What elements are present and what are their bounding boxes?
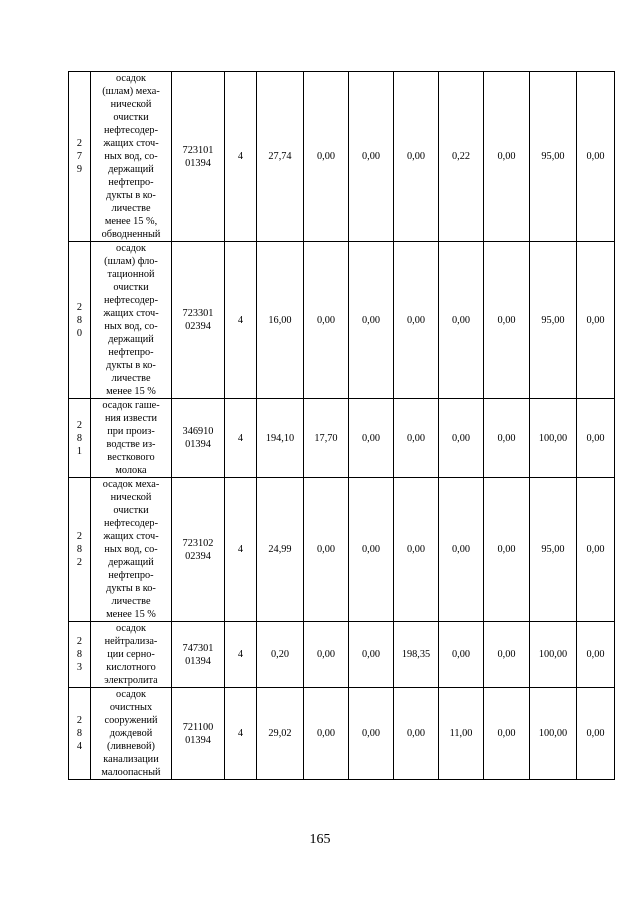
value-cell: 0,00	[304, 72, 349, 242]
waste-code-cell	[172, 399, 225, 478]
value-cell: 11,00	[439, 688, 484, 780]
waste-code-line: 01394	[185, 655, 211, 667]
row-number: 284	[76, 715, 83, 752]
value-cell: 0,00	[484, 242, 530, 399]
waste-name-cell	[91, 688, 172, 780]
waste-name-line: очистки	[113, 505, 149, 516]
value-cell: 29,02	[257, 688, 304, 780]
value-cell: 0,00	[349, 478, 394, 622]
value-cell: 27,74	[257, 72, 304, 242]
waste-name-line: весткового	[107, 452, 155, 463]
waste-name-line: сооружений	[104, 715, 158, 726]
row-number-cell	[69, 478, 91, 622]
waste-code-line: 01394	[185, 734, 211, 746]
waste-code-line: 02394	[185, 321, 211, 332]
table-row	[69, 399, 615, 478]
waste-name-line: жащих сточ-	[103, 531, 159, 542]
waste-name-cell	[91, 622, 172, 688]
waste-name-line: осадок	[115, 623, 147, 634]
table-row	[69, 242, 615, 399]
waste-name-line: обводненный	[101, 229, 161, 240]
value-cell: 0,00	[304, 478, 349, 622]
row-number: 281	[76, 419, 83, 457]
waste-name-line: кислотного	[106, 662, 156, 673]
waste-name-line: молока	[115, 465, 147, 476]
waste-code-line: 02394	[185, 550, 211, 562]
waste-name-line: ния извести	[104, 413, 158, 424]
value-cell: 0,00	[439, 478, 484, 622]
waste-code-line: 01394	[185, 439, 211, 450]
value-cell: 194,10	[257, 399, 304, 478]
value-cell: 100,00	[530, 688, 577, 780]
waste-name-line: дукты в ко-	[106, 583, 156, 594]
waste-name-line: малоопасный	[101, 767, 161, 778]
waste-name-line: нической	[110, 99, 152, 110]
row-number-cell	[69, 622, 91, 688]
waste-name-line: личестве	[111, 596, 151, 607]
waste-code-line: 723101	[182, 144, 214, 156]
waste-name-line: ных вод, со-	[104, 321, 158, 332]
waste-name-line: дождевой	[109, 728, 153, 739]
hazard-class-cell: 4	[225, 688, 257, 780]
hazard-class-cell: 4	[225, 399, 257, 478]
row-number: 282	[76, 531, 83, 568]
value-cell: 95,00	[530, 72, 577, 242]
waste-name-line: ных вод, со-	[104, 544, 158, 555]
row-number: 283	[76, 636, 83, 673]
row-number-cell	[69, 688, 91, 780]
waste-name-line: электролита	[104, 675, 158, 686]
value-cell: 0,00	[349, 72, 394, 242]
waste-name-line: (шлам) фло-	[104, 256, 158, 267]
waste-name-cell	[91, 242, 172, 399]
value-cell: 0,00	[349, 399, 394, 478]
waste-code-cell	[172, 478, 225, 622]
waste-name-line: нефтепро-	[108, 347, 154, 358]
waste-name-line: нефтепро-	[108, 177, 154, 188]
waste-name-line: осадок	[115, 689, 147, 700]
value-cell: 0,00	[304, 688, 349, 780]
waste-name-line: водстве из-	[106, 439, 156, 450]
waste-name-line: менее 15 %	[106, 609, 156, 620]
waste-name-line: осадок	[115, 73, 147, 84]
value-cell: 24,99	[257, 478, 304, 622]
waste-table	[68, 71, 615, 780]
waste-name-line: (ливневой)	[107, 741, 155, 752]
waste-name-line: личестве	[111, 373, 151, 384]
waste-code-line: 721100	[182, 721, 214, 733]
waste-code-cell	[172, 72, 225, 242]
waste-name-line: очистных	[109, 702, 153, 713]
row-number: 279	[76, 138, 83, 175]
waste-name-cell	[91, 72, 172, 242]
waste-code-line: 723102	[182, 537, 214, 549]
waste-name-line: менее 15 %,	[104, 216, 158, 227]
row-number-cell	[69, 72, 91, 242]
value-cell: 0,00	[394, 242, 439, 399]
waste-name-line: осадок гаше-	[102, 400, 160, 411]
value-cell: 17,70	[304, 399, 349, 478]
value-cell: 0,00	[394, 72, 439, 242]
waste-name-line: держащий	[108, 334, 154, 345]
value-cell: 0,00	[439, 622, 484, 688]
value-cell: 100,00	[530, 622, 577, 688]
waste-name-line: держащий	[108, 557, 154, 568]
value-cell: 0,00	[577, 242, 615, 399]
waste-name-line: очистки	[113, 112, 149, 123]
waste-name-line: дукты в ко-	[106, 190, 156, 201]
value-cell: 0,00	[349, 688, 394, 780]
table-row	[69, 622, 615, 688]
waste-name-cell	[91, 478, 172, 622]
value-cell: 0,00	[577, 688, 615, 780]
value-cell: 0,00	[484, 399, 530, 478]
waste-name-line: нефтесодер-	[103, 518, 158, 529]
value-cell: 0,00	[304, 242, 349, 399]
waste-name-line: личестве	[111, 203, 151, 214]
table-body	[69, 72, 615, 780]
value-cell: 0,00	[394, 478, 439, 622]
waste-code-cell	[172, 622, 225, 688]
row-number: 280	[76, 301, 83, 339]
waste-name-line: канализации	[103, 754, 159, 765]
value-cell: 0,00	[577, 622, 615, 688]
value-cell: 0,00	[484, 622, 530, 688]
value-cell: 0,00	[577, 72, 615, 242]
waste-name-line: жащих сточ-	[103, 308, 159, 319]
waste-code-line: 723301	[182, 308, 214, 319]
value-cell: 0,00	[349, 622, 394, 688]
value-cell: 100,00	[530, 399, 577, 478]
waste-name-line: нейтрализа-	[104, 636, 158, 647]
waste-name-line: тационной	[107, 269, 155, 280]
table-row	[69, 72, 615, 242]
value-cell: 0,00	[439, 242, 484, 399]
waste-name-line: менее 15 %	[106, 386, 156, 397]
table-row	[69, 478, 615, 622]
waste-name-line: при произ-	[107, 426, 155, 437]
waste-name-line: дукты в ко-	[106, 360, 156, 371]
waste-name-line: осадок	[115, 243, 147, 254]
value-cell: 198,35	[394, 622, 439, 688]
value-cell: 0,22	[439, 72, 484, 242]
waste-name-line: жащих сточ-	[103, 138, 159, 149]
value-cell: 0,00	[349, 242, 394, 399]
hazard-class-cell: 4	[225, 622, 257, 688]
row-number-cell	[69, 399, 91, 478]
waste-code-cell	[172, 688, 225, 780]
waste-name-line: нефтесодер-	[103, 295, 158, 306]
waste-name-line: (шлам) меха-	[102, 86, 160, 97]
value-cell: 0,00	[439, 399, 484, 478]
waste-code-line: 01394	[185, 157, 211, 169]
page-number: 165	[309, 832, 331, 847]
value-cell: 0,00	[577, 399, 615, 478]
hazard-class-cell: 4	[225, 242, 257, 399]
waste-name-line: нефтепро-	[108, 570, 154, 581]
value-cell: 0,00	[304, 622, 349, 688]
value-cell: 0,00	[394, 688, 439, 780]
waste-code-line: 747301	[182, 642, 214, 654]
hazard-class-cell: 4	[225, 72, 257, 242]
waste-name-line: очистки	[113, 282, 149, 293]
table-row	[69, 688, 615, 780]
waste-name-line: нефтесодер-	[103, 125, 158, 136]
waste-name-cell	[91, 399, 172, 478]
row-number-cell	[69, 242, 91, 399]
value-cell: 95,00	[530, 478, 577, 622]
waste-name-line: осадок меха-	[102, 479, 160, 490]
waste-code-line: 346910	[182, 426, 214, 437]
waste-name-line: держащий	[108, 164, 154, 175]
value-cell: 0,20	[257, 622, 304, 688]
value-cell: 0,00	[394, 399, 439, 478]
waste-code-cell	[172, 242, 225, 399]
value-cell: 95,00	[530, 242, 577, 399]
value-cell: 0,00	[484, 478, 530, 622]
value-cell: 16,00	[257, 242, 304, 399]
value-cell: 0,00	[577, 478, 615, 622]
waste-name-line: ции серно-	[107, 649, 155, 660]
hazard-class-cell: 4	[225, 478, 257, 622]
waste-name-line: нической	[110, 492, 152, 503]
value-cell: 0,00	[484, 72, 530, 242]
value-cell: 0,00	[484, 688, 530, 780]
waste-name-line: ных вод, со-	[104, 151, 158, 162]
